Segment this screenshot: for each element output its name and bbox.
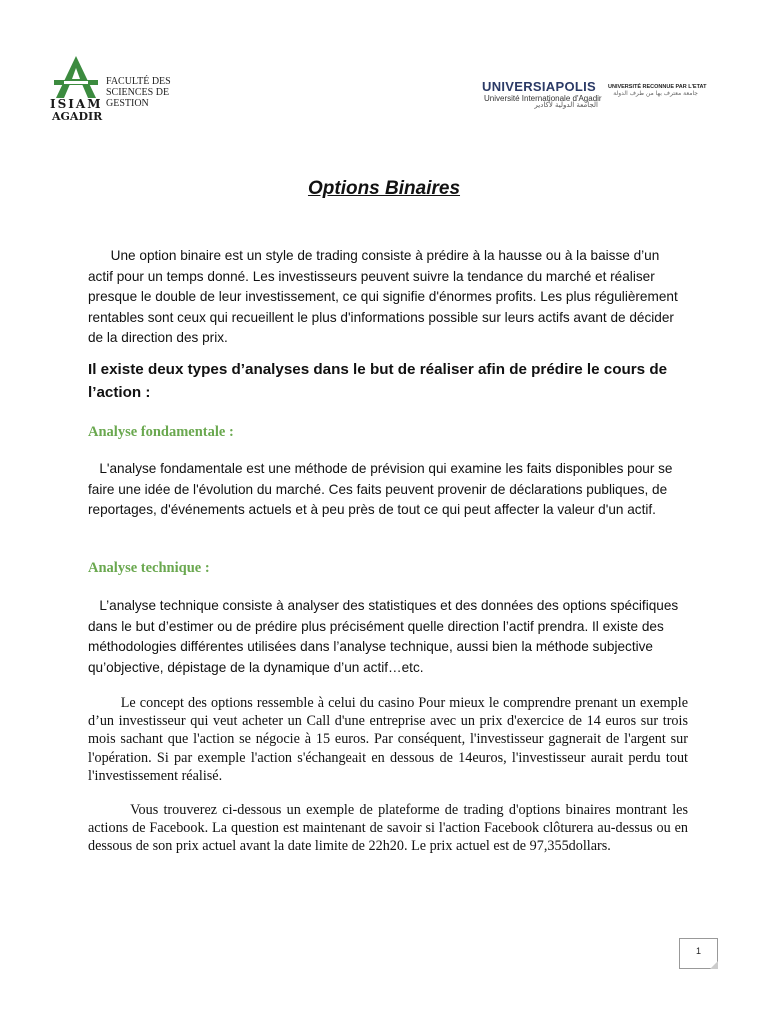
casino-concept-text: Le concept des options ressemble à celui du casino Pour mieux le comprendre prenant un exemple d’un investisseur qui veut acheter un Call d'une entreprise avec un prix d'exercice de 14 euros sur trois mois sachant que l'action se négocie à 15 euros. Par conséquent, l'investisseur gagnerait de l'argent sur l'opération. Si par exemple l'action s'échangeait en dessous de 14euros, l'investisseur aurait perdu tout l'investissement réalisé.	[88, 695, 688, 784]
document-title: Options Binaires	[307, 178, 461, 199]
facebook-example-text: Vous trouverez ci-dessous un exemple de plateforme de trading d'options binaires montrant les actions de Facebook. La question est maintenant de savoir si l'action Facebook clôturera au-dessus ou en dessous de son prix actuel avant la date limite de 22h20. Le prix actuel est de 97,355dollars.	[88, 802, 688, 855]
isiam-a-emblem-icon	[50, 54, 102, 100]
indent	[88, 802, 130, 818]
universiapolis-subtitle: Université Internationale d'Agadir	[484, 94, 602, 103]
technical-analysis-paragraph	[88, 596, 684, 678]
indent	[88, 598, 99, 613]
universiapolis-logo	[482, 79, 712, 113]
isiam-logo	[50, 54, 210, 124]
intro-paragraph-text: Une option binaire est un style de trading consiste à prédire à la hausse ou à la baisse d’un actif pour un temps donné. Les investisseurs peuvent suivre la tendance du marché et réaliser presque le double de leur investissement, ce qui signifie d'énormes profits. Les plus régulièrement rentables sont ceux qui recueillent le plus d'informations possible sur leurs actifs avant de décider de la direction des prix.	[88, 248, 678, 345]
casino-concept-paragraph	[88, 694, 688, 785]
intro-paragraph	[88, 246, 684, 349]
fundamental-analysis-paragraph	[88, 459, 684, 521]
fundamental-analysis-text: L'analyse fondamentale est une méthode de prévision qui examine les faits disponibles pour se faire une idée de l'évolution du marché. Ces faits peuvent provenir de déclarations publiques, de reportages, d'événements actuels et à peu près de tout ce qui peut affecter la valeur d'un actif.	[88, 461, 673, 517]
subheading-fundamental-analysis: Analyse fondamentale :	[88, 424, 234, 440]
subheading-technical-analysis: Analyse technique :	[88, 560, 210, 576]
state-recognition-arabic: جامعة معترف بها من طرف الدولة	[613, 90, 698, 97]
state-recognition-label: UNIVERSITÉ RECONNUE PAR L'ETAT	[608, 84, 707, 90]
indent	[88, 248, 111, 263]
indent	[88, 695, 121, 711]
indent	[88, 461, 99, 476]
universiapolis-subtitle-arabic: الجامعة الدولية لأكادير	[534, 101, 598, 109]
agadir-wordmark: AGADIR	[52, 110, 103, 123]
faculty-name	[106, 76, 210, 109]
page-number: 1	[695, 946, 701, 956]
page-number-box	[679, 938, 718, 969]
faculty-line-1: FACULTÉ DES	[106, 76, 171, 87]
facebook-example-paragraph	[88, 801, 688, 856]
technical-analysis-text: L’analyse technique consiste à analyser des statistiques et des données des options spécifiques dans le but d’estimer ou de prédire plus précisément quelle direction l’actif prendra. Il existe des méthodologies différentes utilisées dans l’analyse technique, aussi bien la méthode subjective qu’objective, dépistage de la dynamique d’un actif…etc.	[88, 598, 679, 675]
isiam-wordmark: ISIAM	[50, 97, 103, 111]
universiapolis-wordmark: UNIVERSIAPOLIS	[482, 79, 596, 94]
faculty-line-2: SCIENCES DE GESTION	[106, 87, 170, 109]
section-heading: Il existe deux types d’analyses dans le but de réaliser afin de prédire le cours de l’action :	[88, 361, 668, 401]
